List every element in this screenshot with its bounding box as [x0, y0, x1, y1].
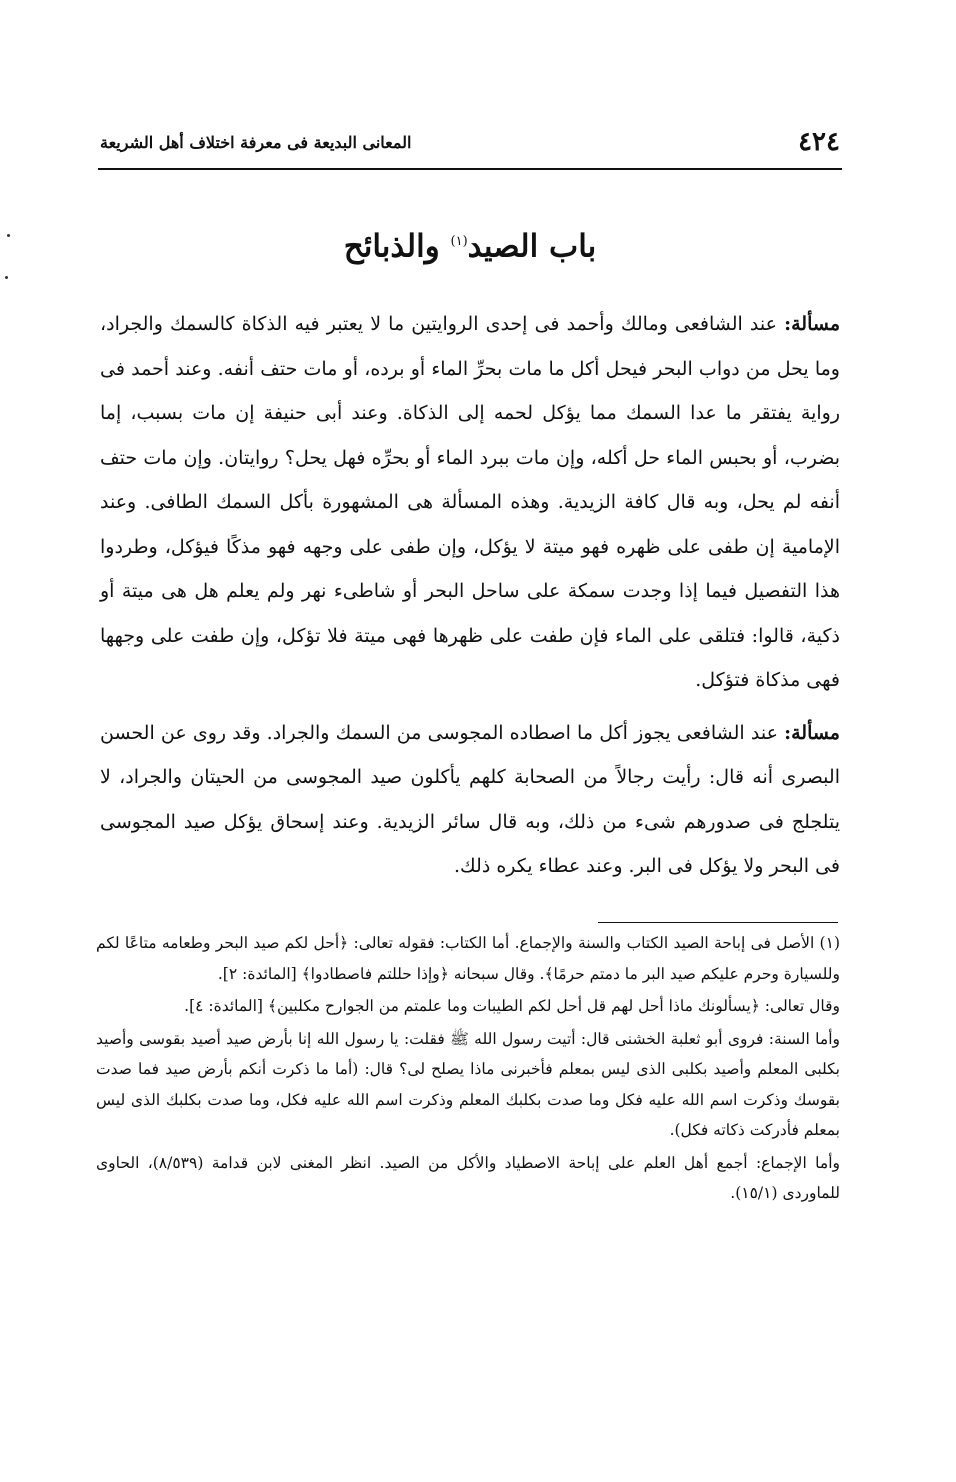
main-text	[100, 302, 840, 897]
footnotes	[96, 928, 840, 1211]
header-divider	[98, 168, 842, 170]
masala-lead: مسألة:	[784, 721, 840, 744]
masala-lead: مسألة:	[784, 313, 840, 335]
chapter-title-part2: والذبائح	[343, 228, 440, 265]
scan-speck	[5, 276, 8, 279]
footnote-paragraph: وأما الإجماع: أجمع أهل العلم على إباحة الاصطياد والأكل من الصيد. انظر المغنى لابن قدامة (٨/٥٣٩)، الحاوى للماوردى (١٥/١).	[96, 1153, 840, 1202]
masala-text: عند الشافعى يجوز أكل ما اصطاده المجوسى من السمك والجراد. وقد روى عن الحسن البصرى أنه قال: رأيت رجالاً من الصحابة كلهم يأكلون صيد المجوسى من الحيتان والجراد، لا يتلجلج فى صدورهم شىء من ذلك، وبه قال سائر الزيدية. وعند إسحاق يؤكل صيد المجوسى فى البحر ولا يؤكل فى البر. وعند عطاء يكره ذلك.	[100, 721, 840, 877]
footnote-divider	[598, 922, 838, 923]
footnote-paragraph: وأما السنة: فروى أبو ثعلبة الخشنى قال: أتيت رسول الله ﷺ فقلت: يا رسول الله إنا بأرض صيد أصيد بقوسى وأصيد بكلبى المعلم وأصيد بكلبى الذى ليس بمعلم فأخبرنى ماذا يصلح لى؟ قال: (أما ما ذكرت أنكم بأرض صيد فما صدت بقوسك وذكرت اسم الله عليه فكل وما صدت بكلبك المعلم وذكرت اسم الله عليه فكل، وما صدت بكلبك الذى ليس بمعلم فأدركت ذكاته فكل).	[96, 1029, 840, 1139]
masala-text: عند الشافعى ومالك وأحمد فى إحدى الروايتين ما لا يعتبر فيه الذكاة كالسمك والجراد، وما يحل من دواب البحر فيحل أكل ما مات بحرِّ الماء أو برده، أو مات حتف أنفه. وعند أحمد فى رواية يفتقر ما عدا السمك مما يؤكل لحمه إلى الذكاة. وعند أبى حنيفة إن مات بسبب، إما بضرب، أو بحبس الماء حل أكله، وإن مات ببرد الماء أو بحرِّه فهل يحل؟ روايتان. وإن مات حتف أنفه لم يحل، وبه قال كافة الزيدية. وهذه المسألة هى المشهورة بأكل السمك الطافى. وعند الإمامية إن طفى على ظهره فهو ميتة لا يؤكل، وإن طفى على وجهه فهو مذكًا فيؤكل، وطردوا هذا التفصيل فيما إذا وجدت سمكة على ساحل البحر أو شاطىء نهر ولم يعلم هل هى ميتة أو ذكية، قالوا: فتلقى على الماء فإن طفت على ظهرها فهى ميتة فلا تؤكل، وإن طفت على وجهها فهى مذكاة فتؤكل.	[100, 313, 840, 691]
page-number: ٤٢٤	[798, 127, 840, 157]
footnote-paragraph: (١) الأصل فى إباحة الصيد الكتاب والسنة والإجماع. أما الكتاب: فقوله تعالى: ﴿أحل لكم صيد البحر وطعامه متاعًا لكم وللسيارة وحرم عليكم صيد البر ما دمتم حرمًا﴾. وقال سبحانه ﴿وإذا حللتم فاصطادوا﴾ [المائدة: ٢].	[96, 934, 840, 983]
masala-paragraph-1	[100, 302, 840, 703]
footnote-paragraph: وقال تعالى: ﴿يسألونك ماذا أحل لهم قل أحل لكم الطيبات وما علمتم من الجوارح مكلبين﴾ [المائدة: ٤].	[184, 997, 840, 1015]
masala-paragraph-2	[100, 711, 840, 889]
chapter-title	[100, 220, 840, 268]
page-header	[100, 124, 840, 160]
footnote-reference: (١)	[450, 234, 468, 249]
scan-speck	[7, 234, 10, 237]
running-title: المعانى البديعة فى معرفة اختلاف أهل الشريعة	[100, 132, 412, 152]
chapter-title-part1: باب الصيد	[467, 228, 597, 265]
